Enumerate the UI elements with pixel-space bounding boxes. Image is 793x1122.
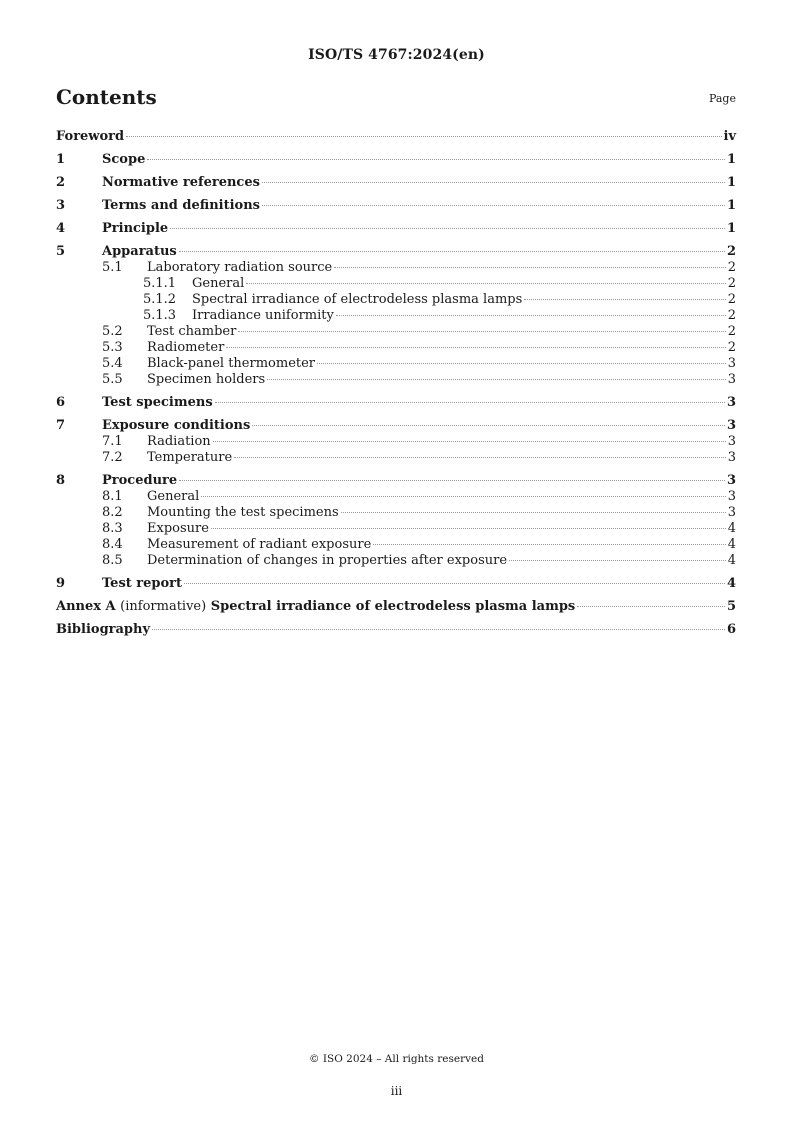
toc-entry-title: Laboratory radiation source xyxy=(147,260,333,275)
toc-entry[interactable] xyxy=(56,576,736,592)
annex-prefix: Annex A xyxy=(56,599,116,614)
toc-entry-title: Test report xyxy=(102,576,183,591)
toc-entry-number: 5.3 xyxy=(102,340,123,355)
toc-entry-page: 2 xyxy=(726,244,736,259)
bibliography-title: Bibliography xyxy=(56,622,151,637)
toc-entry[interactable] xyxy=(56,537,736,553)
toc-entry-title: Radiation xyxy=(147,434,211,449)
toc-entry[interactable] xyxy=(56,505,736,521)
dot-leader xyxy=(317,362,726,364)
toc-entry-title: Test chamber xyxy=(147,324,237,339)
toc-entry-number: 8.4 xyxy=(102,537,123,552)
dot-leader xyxy=(373,543,725,545)
toc-entry-number: 5.4 xyxy=(102,356,123,371)
dot-leader xyxy=(211,527,726,529)
toc-entry-title: Spectral irradiance of electrodeless plasma lamps xyxy=(192,292,523,307)
toc-entry-number: 1 xyxy=(56,152,66,167)
toc-entries xyxy=(56,129,736,592)
dot-leader xyxy=(213,440,726,442)
toc-entry-page: 4 xyxy=(726,576,736,591)
dot-leader xyxy=(179,250,725,252)
toc-entry-title: Procedure xyxy=(102,473,178,488)
toc-entry[interactable] xyxy=(56,129,736,145)
toc-entry-number: 7.2 xyxy=(102,450,123,465)
dot-leader xyxy=(152,628,725,630)
toc-entry-page: 4 xyxy=(727,521,736,536)
toc-entry-title: Irradiance uniformity xyxy=(192,308,334,323)
toc-entry-title: Normative references xyxy=(102,175,260,190)
toc-entry[interactable] xyxy=(56,324,736,340)
toc-entry-page: iv xyxy=(723,129,736,144)
dot-leader xyxy=(234,456,726,458)
toc-entry-number: 7.1 xyxy=(102,434,123,449)
toc-entry[interactable] xyxy=(56,340,736,356)
annex-note: (informative) xyxy=(120,599,207,614)
dot-leader xyxy=(262,181,725,183)
toc-entry-page: 1 xyxy=(726,221,736,236)
toc-entry[interactable] xyxy=(56,434,736,450)
toc-entry-title: Mounting the test specimens xyxy=(147,505,339,520)
toc-entry[interactable] xyxy=(56,198,736,214)
toc-entry[interactable] xyxy=(56,292,736,308)
toc-entry-page: 4 xyxy=(727,537,736,552)
dot-leader xyxy=(509,559,726,561)
toc-entry-title: Specimen holders xyxy=(147,372,266,387)
annex-title: Spectral irradiance of electrodeless plasma lamps xyxy=(210,599,576,614)
toc-entry-title: Foreword xyxy=(56,129,125,144)
toc-entry-number: 5.5 xyxy=(102,372,123,387)
toc-entry-number: 5 xyxy=(56,244,66,259)
toc-entry-title: Terms and definitions xyxy=(102,198,260,213)
page-column-label: Page xyxy=(708,92,736,105)
toc-entry-number: 5.2 xyxy=(102,324,123,339)
toc-entry-title: General xyxy=(147,489,200,504)
toc-entry-title: Temperature xyxy=(147,450,233,465)
toc-entry-number: 8 xyxy=(56,473,66,488)
toc-entry[interactable] xyxy=(56,152,736,168)
toc-entry-page: 2 xyxy=(727,340,736,355)
toc-entry-page: 2 xyxy=(727,324,736,339)
toc-entry[interactable] xyxy=(56,521,736,537)
dot-leader xyxy=(246,282,725,284)
toc-entry-number: 5.1.2 xyxy=(143,292,177,307)
toc-entry-page: 2 xyxy=(727,308,736,323)
toc-entry[interactable] xyxy=(56,308,736,324)
toc-entry[interactable] xyxy=(56,450,736,466)
dot-leader xyxy=(524,298,725,300)
toc-entry-page: 3 xyxy=(727,434,736,449)
toc-entry-page: 3 xyxy=(727,450,736,465)
dot-leader xyxy=(179,479,725,481)
toc-entry[interactable] xyxy=(56,175,736,191)
toc-entry-page: 3 xyxy=(726,395,736,410)
bibliography-page: 6 xyxy=(726,622,736,637)
annex-page: 5 xyxy=(726,599,736,614)
toc-entry-number: 4 xyxy=(56,221,66,236)
toc-entry[interactable] xyxy=(56,260,736,276)
dot-leader xyxy=(226,346,725,348)
toc-entry[interactable] xyxy=(56,221,736,237)
toc-entry-title: Principle xyxy=(102,221,169,236)
toc-entry-title: Determination of changes in properties after exposure xyxy=(147,553,508,568)
toc-entry-number: 5.1.1 xyxy=(143,276,177,291)
toc-entry-page: 3 xyxy=(726,473,736,488)
toc-entry-title: General xyxy=(192,276,245,291)
toc-entry-number: 5.1.3 xyxy=(143,308,177,323)
toc-entry[interactable] xyxy=(56,395,736,411)
toc-entry-title: Exposure conditions xyxy=(102,418,251,433)
toc-entry-page: 2 xyxy=(727,292,736,307)
toc-entry-number: 3 xyxy=(56,198,66,213)
table-of-contents xyxy=(56,126,736,638)
toc-entry-number: 8.2 xyxy=(102,505,123,520)
dot-leader xyxy=(201,495,725,497)
toc-entry-number: 8.3 xyxy=(102,521,123,536)
toc-entry-page: 3 xyxy=(727,372,736,387)
toc-entry-title: Measurement of radiant exposure xyxy=(147,537,372,552)
toc-entry-title: Radiometer xyxy=(147,340,225,355)
toc-entry-page: 3 xyxy=(726,418,736,433)
copyright-footer: © ISO 2024 – All rights reserved xyxy=(309,1053,484,1065)
document-id: ISO/TS 4767:2024(en) xyxy=(308,47,485,63)
dot-leader xyxy=(336,314,726,316)
toc-entry-number: 2 xyxy=(56,175,66,190)
dot-leader xyxy=(262,204,725,206)
toc-entry-page: 1 xyxy=(726,198,736,213)
toc-entry[interactable] xyxy=(56,418,736,434)
dot-leader xyxy=(577,605,725,607)
toc-entry[interactable] xyxy=(56,276,736,292)
toc-entry[interactable] xyxy=(56,473,736,489)
dot-leader xyxy=(147,158,725,160)
dot-leader xyxy=(341,511,726,513)
toc-entry-annex-a[interactable] xyxy=(56,599,736,615)
toc-entry-title: Exposure xyxy=(147,521,209,536)
dot-leader xyxy=(267,378,726,380)
contents-heading: Contents xyxy=(56,85,157,109)
toc-entry-number: 7 xyxy=(56,418,66,433)
dot-leader xyxy=(252,424,725,426)
toc-entry[interactable] xyxy=(56,244,736,260)
toc-entry-title: Test specimens xyxy=(102,395,213,410)
toc-entry-page: 3 xyxy=(727,356,736,371)
dot-leader xyxy=(334,266,726,268)
page-number: iii xyxy=(390,1084,403,1098)
toc-entry-bibliography[interactable] xyxy=(56,622,736,638)
toc-entry-number: 6 xyxy=(56,395,66,410)
toc-entry-title: Black-panel thermometer xyxy=(147,356,316,371)
dot-leader xyxy=(184,582,725,584)
toc-entry-page: 4 xyxy=(727,553,736,568)
dot-leader xyxy=(215,401,725,403)
toc-entry-page: 2 xyxy=(727,260,736,275)
toc-entry-page: 3 xyxy=(727,505,736,520)
toc-entry[interactable] xyxy=(56,356,736,372)
toc-entry[interactable] xyxy=(56,489,736,505)
toc-entry-page: 1 xyxy=(726,152,736,167)
toc-entry-number: 9 xyxy=(56,576,66,591)
toc-entry-number: 8.1 xyxy=(102,489,123,504)
toc-entry-page: 3 xyxy=(727,489,736,504)
toc-entry-title: Scope xyxy=(102,152,146,167)
toc-entry-page: 2 xyxy=(727,276,736,291)
toc-entry-page: 1 xyxy=(726,175,736,190)
toc-entry-title: Apparatus xyxy=(102,244,177,259)
toc-entry-number: 5.1 xyxy=(102,260,123,275)
dot-leader xyxy=(126,135,721,137)
dot-leader xyxy=(170,227,725,229)
toc-entry-number: 8.5 xyxy=(102,553,123,568)
toc-entry[interactable] xyxy=(56,372,736,388)
dot-leader xyxy=(238,330,725,332)
toc-entry[interactable] xyxy=(56,553,736,569)
